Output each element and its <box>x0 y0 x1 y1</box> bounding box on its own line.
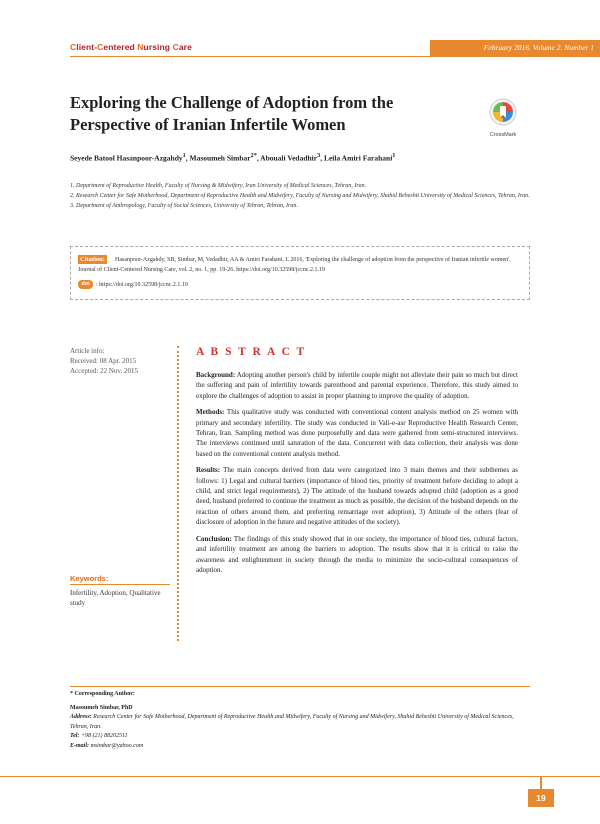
footer-divider <box>0 776 600 777</box>
abstract-heading: A B S T R A C T <box>196 346 307 358</box>
keywords-divider <box>70 584 170 585</box>
journal-initial: N <box>137 42 144 52</box>
column-divider <box>177 346 179 641</box>
author-name: Abouali Vedadhir <box>260 153 318 163</box>
corresponding-author <box>70 690 530 751</box>
received-date: Received: 08 Apr. 2015 <box>70 357 137 365</box>
address-label: Address: <box>70 714 92 720</box>
journal-initial: C <box>70 42 77 52</box>
article-info-label: Article info: <box>70 347 105 355</box>
crossmark-badge[interactable] <box>485 98 521 138</box>
journal-word: ursing <box>143 42 173 52</box>
citation-text: Hasanpoor-Azgahdy, SB, Simbar, M, Vedadhir, AA & Amiri Farahani, L 2016, 'Exploring the challenge of adoption from the perspective of Iranian infertile women', Journal of Client-Centered Nursing Care, vol. 2, no. 1, pp. 19-26. https://doi.org/10.32598/jccnc.2.1.19 <box>78 257 511 273</box>
corresponding-name: Masoumeh Simbar, PhD <box>70 704 133 711</box>
email-label: E-mail: <box>70 742 89 749</box>
section-label: Background: <box>196 371 236 379</box>
journal-word: entered <box>103 42 138 52</box>
author-sup: 1 <box>182 152 186 159</box>
tel-label: Tel: <box>70 733 80 739</box>
author-sup: 3 <box>317 152 321 159</box>
crossmark-label: CrossMark <box>489 132 517 138</box>
accepted-date: Accepted: 22 Nov. 2015 <box>70 367 138 375</box>
doi-link[interactable]: : https://doi.org/10.32598/jccnc.2.1.19 <box>96 281 188 288</box>
keywords-heading: Keywords: <box>70 574 109 583</box>
citation-label: Citation: <box>80 256 105 263</box>
affiliations <box>70 181 530 211</box>
abstract-results <box>196 465 518 527</box>
issue-banner: February 2016. Volume 2. Number 1 <box>430 40 600 56</box>
abstract-body <box>196 370 518 581</box>
section-label: Methods: <box>196 408 225 417</box>
affiliation: 2. Research Center for Safe Motherhood, Department of Reproductive Health and Midwifery, Faculty of Nursing and Midwifery, Shahid Beheshti University of Medical Sciences, Tehran, Iran. <box>70 193 530 199</box>
section-text: The main concepts derived from data were categorized into 3 main themes and their subthemes as follows: 1) Legal and cultural barriers (importance of blood ties, priority of treatment before deciding to adopt a child, and strict legal requirements), 2) The attitude of the husband towards adopted child (adoption as a good deed, husband preferred to continue the treatment as much as possible, the decision of the husband depends on the reaction of others around them, and preferring remarriage over adoption), 3) Attitude of the others (fear of disclosure of adoption in the future and negative attitudes of the society). <box>196 466 518 527</box>
corresponding-divider <box>70 686 530 687</box>
abstract-conclusion <box>196 534 518 576</box>
article-title: Exploring the Challenge of Adoption from the Perspective of Iranian Infertile Women <box>70 93 394 134</box>
author-name: Seyede Batool Hasanpoor-Azgahdy <box>70 153 183 163</box>
affiliation: 3. Department of Anthropology, Faculty of Social Sciences, University of Tehran, Tehran, Iran. <box>70 203 298 209</box>
affiliation: 1. Department of Reproductive Health, Faculty of Nursing & Midwifery, Iran University of Medical Sciences, Tehran, Iran. <box>70 183 367 189</box>
doi-line[interactable] <box>78 280 188 289</box>
author-name: Masoumeh Simbar <box>189 153 251 163</box>
section-text: The findings of this study showed that in our society, the importance of blood ties, cultural factors, and infertility treatment are among the barriers to adoption. The results show that it is critical to raise the awareness and enlightenment in society through the media to minimize the socio-cultural consequences of adoption. <box>196 534 519 574</box>
email-value[interactable]: msimbar@yahoo.com <box>90 742 144 749</box>
tel-value: +98 (21) 88202511 <box>80 733 128 739</box>
page-number: 19 <box>528 789 554 807</box>
journal-initial: C <box>172 42 179 52</box>
author-sup: 1 <box>392 152 396 159</box>
abstract-background <box>196 370 518 401</box>
header-divider <box>70 56 600 57</box>
corresponding-heading: * Corresponding Author: <box>70 691 135 697</box>
keywords-list: Infertility, Adoption, Qualitative study <box>70 589 161 607</box>
journal-word: are <box>178 42 192 52</box>
journal-word: lient- <box>76 42 98 52</box>
address-text: Research Center for Safe Motherhood, Department of Reproductive Health and Midwifery, Faculty of Nursing and Midwifery, Shahid Beheshti University of Medical Sciences, Tehran, Iran. <box>70 714 514 730</box>
section-label: Results: <box>196 466 221 475</box>
article-info <box>70 346 138 376</box>
journal-initial: C <box>97 42 104 52</box>
section-label: Conclusion: <box>196 534 232 543</box>
author-name: Leila Amiri Farahani <box>323 153 393 163</box>
section-text: This qualitative study was conducted with conventional content analysis method on 25 women with primary and secondary infertility. The study was conducted in Vali-e-asr Reproductive Health Research Center, Tehran, Iran. Sampling method was done purposefully and data were gathered from semi-structured interviews. The interviews continued until saturation of the data. Concurrent with data collection, their analysis was done based on the conventional content analysis method. <box>196 408 518 458</box>
doi-icon: doi <box>78 280 93 289</box>
section-text: Adopting another person's child by infertile couple might not alleviate their pain so much but direct the suffering and pain of infertility towards parenthood and parental experience. Therefore, this study aimed to explore the challenges of adoption to assist in proper planning to improve the quality of adoption. <box>196 371 518 400</box>
abstract-methods <box>196 407 518 459</box>
author-sup: 2* <box>250 152 257 159</box>
author-list: Seyede Batool Hasanpoor-Azgahdy$^1$, Masoumeh Simbar$^{2*}$, Abouali Vedadhir$^3$, Leila Amiri Farahani$^1$ <box>70 152 396 163</box>
journal-name <box>70 42 192 52</box>
crossmark-icon <box>489 98 517 126</box>
page-number-stem <box>540 776 542 789</box>
